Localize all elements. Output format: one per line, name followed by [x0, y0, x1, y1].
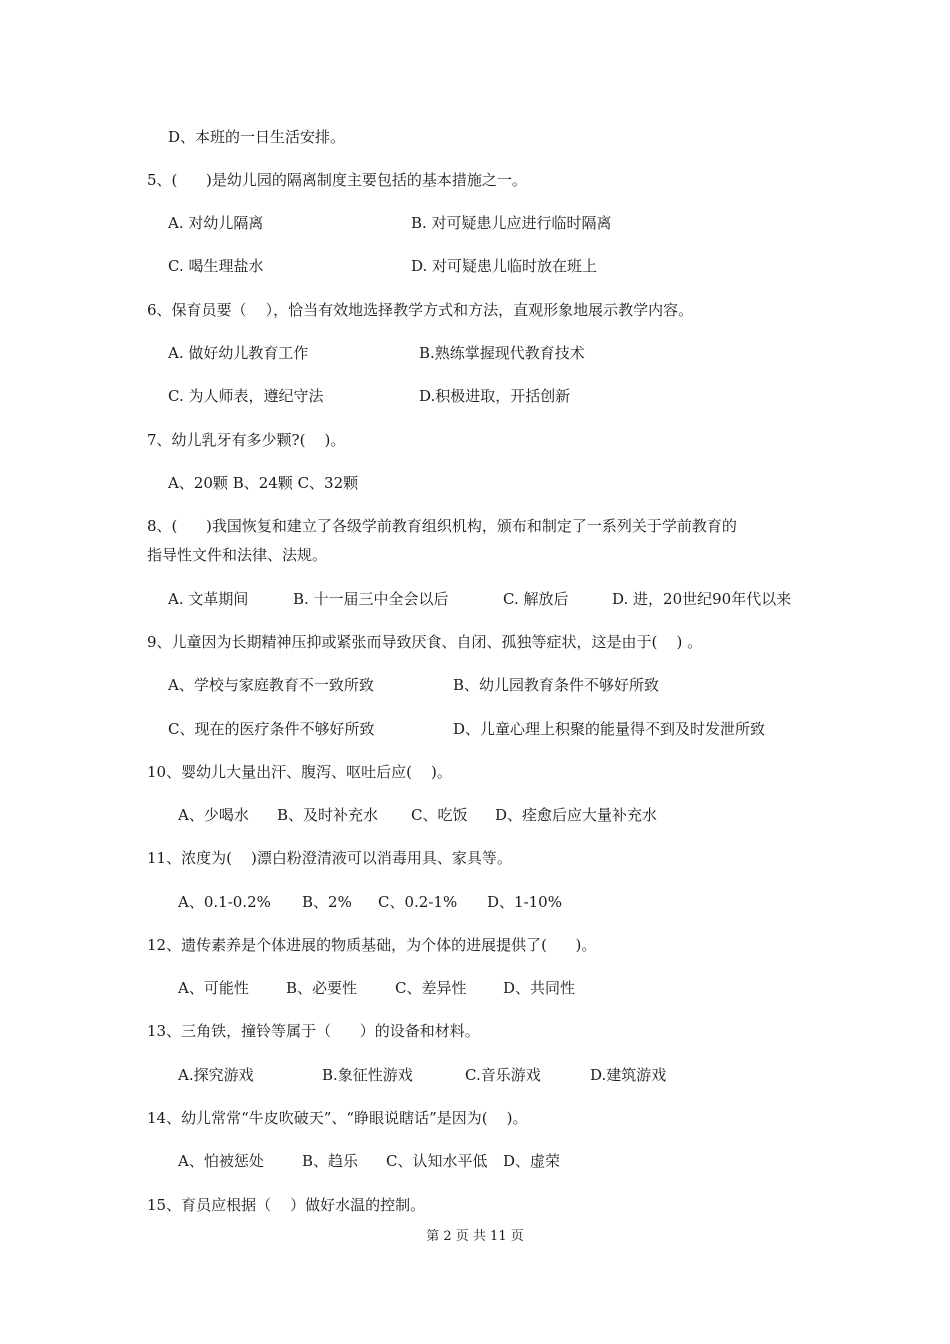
q10-option-c: C、吃饭	[411, 806, 468, 824]
q6-option-a: A. 做好幼儿教育工作	[168, 344, 309, 362]
q5-option-c: C. 喝生理盐水	[168, 257, 264, 275]
q8-stem-line-2: 指导性文件和法律、法规。	[147, 546, 328, 564]
q10-option-d: D、痊愈后应大量补充水	[495, 806, 658, 824]
page-footer: 第 2 页 共 11 页	[426, 1229, 524, 1244]
q5-option-d: D. 对可疑患儿临时放在班上	[411, 257, 598, 275]
q12-option-b: B、必要性	[286, 979, 358, 997]
q13-option-a: A.探究游戏	[178, 1066, 254, 1084]
q11-stem: 11、浓度为( )漂白粉澄清液可以消毒用具、家具等。	[147, 849, 512, 867]
q14-option-b: B、趋乐	[302, 1152, 359, 1170]
q14-stem: 14、幼儿常常“牛皮吹破天”、“睁眼说瞎话”是因为( )。	[147, 1109, 528, 1127]
q12-option-a: A、可能性	[178, 979, 249, 997]
q10-option-b: B、及时补充水	[277, 806, 379, 824]
q10-option-a: A、少喝水	[178, 806, 249, 824]
q6-stem: 6、保育员要（ ），恰当有效地选择教学方式和方法，直观形象地展示教学内容。	[147, 301, 694, 319]
q12-option-d: D、共同性	[503, 979, 576, 997]
q9-stem: 9、儿童因为长期精神压抑或紧张而导致厌食、自闭、孤独等症状，这是由于( ) 。	[147, 633, 703, 651]
q8-option-a: A. 文革期间	[168, 590, 249, 608]
q9-option-a: A、学校与家庭教育不一致所致	[168, 676, 374, 694]
q6-option-b: B.熟练掌握现代教育技术	[419, 344, 585, 362]
q14-option-c: C、认知水平低	[386, 1152, 488, 1170]
q13-option-d: D.建筑游戏	[590, 1066, 667, 1084]
q5-stem: 5、( )是幼儿园的隔离制度主要包括的基本措施之一。	[147, 171, 527, 189]
q10-stem: 10、婴幼儿大量出汗、腹泻、呕吐后应( )。	[147, 763, 452, 781]
q6-option-d: D.积极进取，开括创新	[419, 387, 571, 405]
q14-option-d: D、虚荣	[503, 1152, 561, 1170]
q11-option-d: D、1-10%	[487, 893, 562, 911]
q8-option-d: D. 进，20世纪90年代以来	[612, 590, 792, 608]
q15-stem: 15、育员应根据（ ）做好水温的控制。	[147, 1196, 426, 1214]
q5-option-a: A. 对幼儿隔离	[168, 214, 264, 232]
q13-option-c: C.音乐游戏	[465, 1066, 541, 1084]
q8-option-b: B. 十一届三中全会以后	[293, 590, 449, 608]
q6-option-c: C. 为人师表，遵纪守法	[168, 387, 324, 405]
q5-option-b: B. 对可疑患儿应进行临时隔离	[411, 214, 612, 232]
q9-option-b: B、幼儿园教育条件不够好所致	[453, 676, 660, 694]
q14-option-a: A、怕被惩处	[178, 1152, 264, 1170]
q11-option-b: B、2%	[302, 893, 352, 911]
q11-option-a: A、0.1-0.2%	[178, 893, 271, 911]
q13-stem: 13、三角铁，撞铃等属于（ ）的设备和材料。	[147, 1022, 480, 1040]
q8-stem-line-1: 8、( )我国恢复和建立了各级学前教育组织机构，颁布和制定了一系列关于学前教育的	[147, 517, 737, 535]
q8-option-c: C. 解放后	[503, 590, 569, 608]
q12-option-c: C、差异性	[395, 979, 467, 997]
q12-stem: 12、遗传素养是个体进展的物质基础，为个体的进展提供了( )。	[147, 936, 597, 954]
q13-option-b: B.象征性游戏	[322, 1066, 413, 1084]
q11-option-c: C、0.2-1%	[378, 893, 458, 911]
q4-option-d: D、本班的一日生活安排。	[168, 128, 346, 146]
q7-options: A、20颗 B、24颗 C、32颗	[168, 474, 359, 492]
q7-stem: 7、幼儿乳牙有多少颗?( )。	[147, 431, 346, 449]
q9-option-c: C、现在的医疗条件不够好所致	[168, 720, 375, 738]
q9-option-d: D、儿童心理上积聚的能量得不到及时发泄所致	[453, 720, 766, 738]
